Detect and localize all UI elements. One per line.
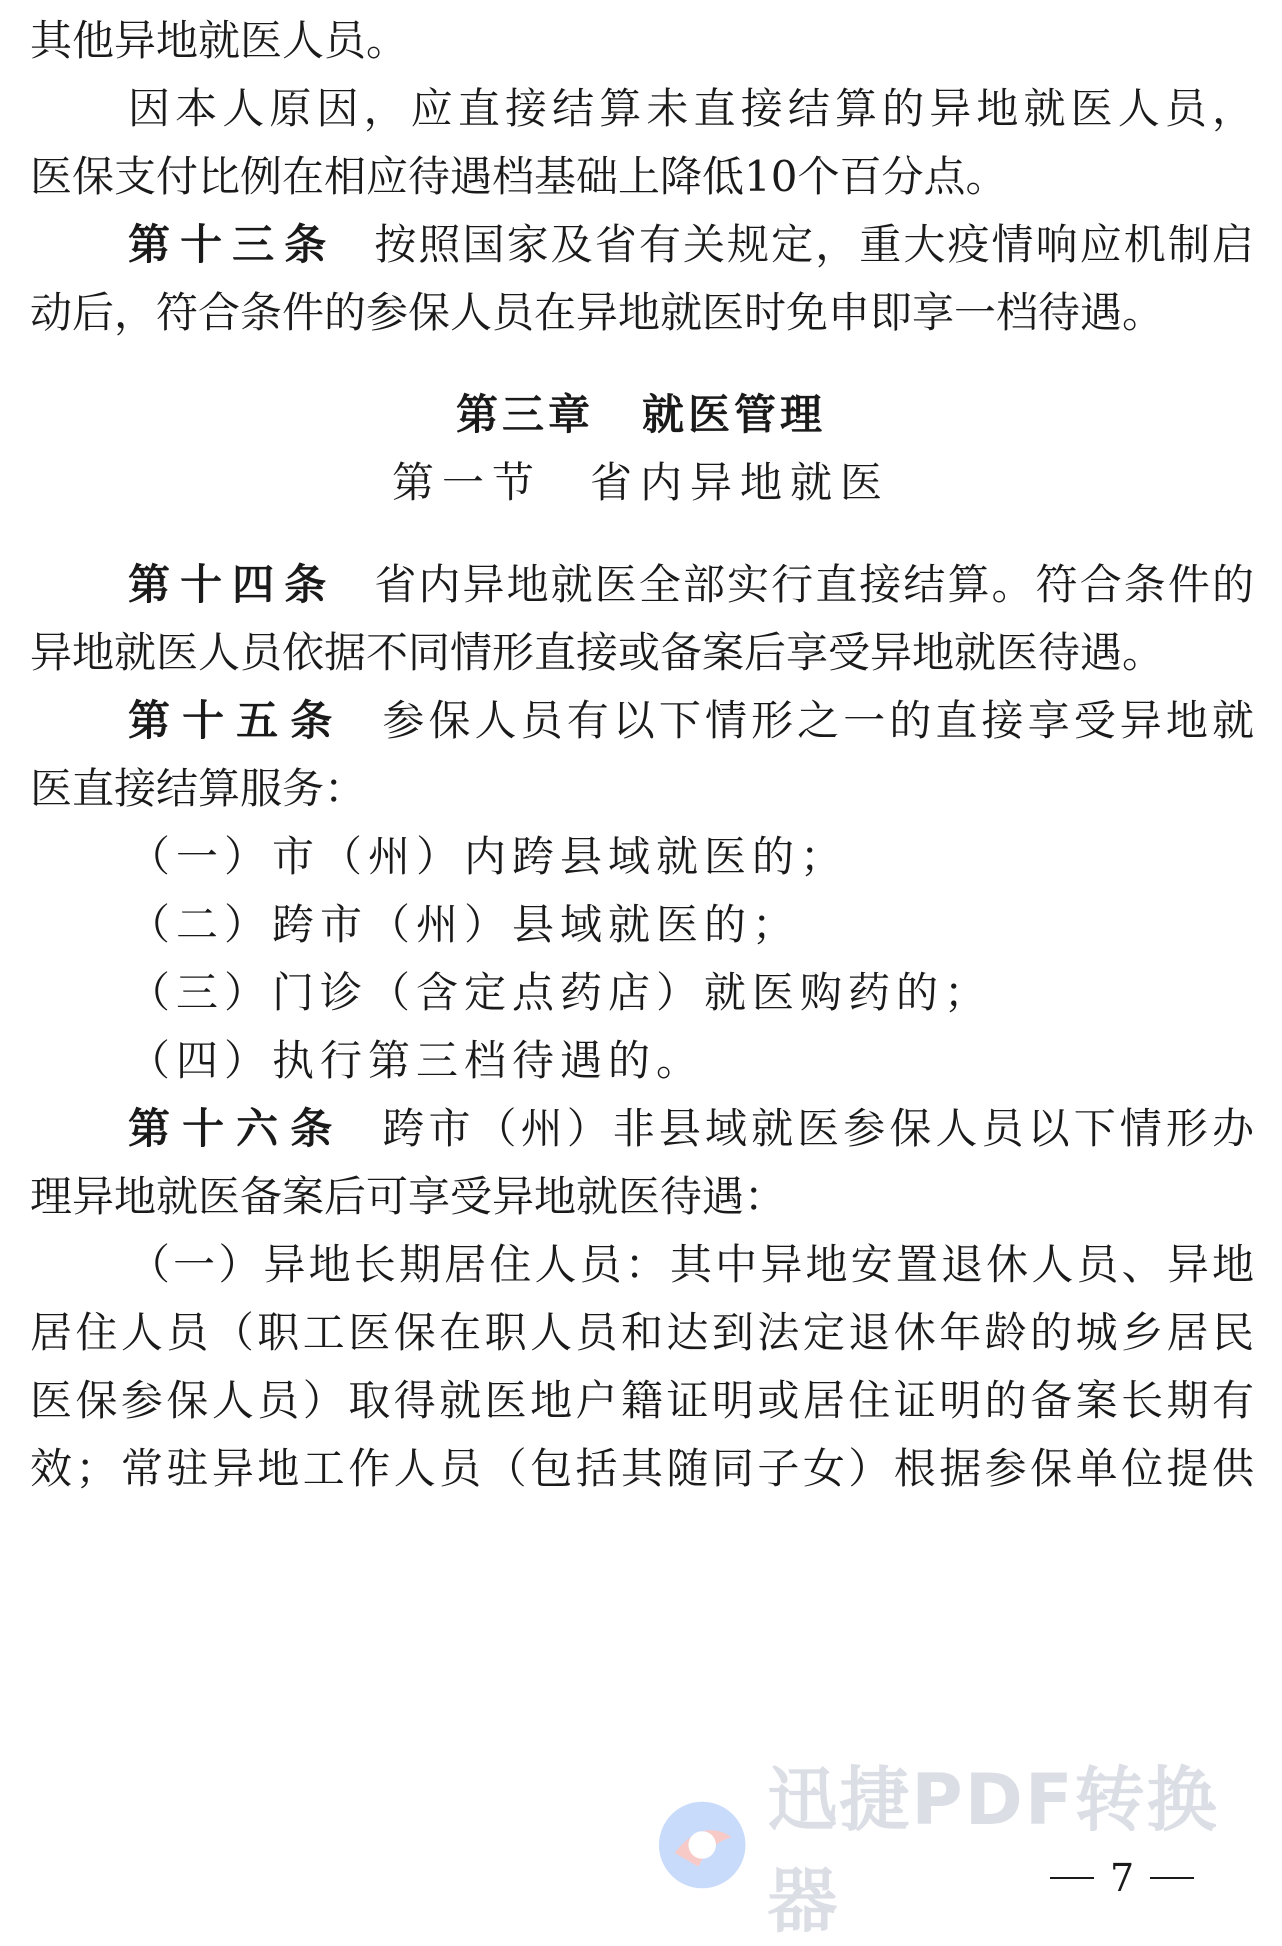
xunjie-logo-icon <box>655 1797 749 1893</box>
chapter-heading <box>0 389 1282 441</box>
dash <box>1150 1877 1194 1879</box>
text-line: 理异地就医备案后可享受异地就医待遇： <box>30 1172 787 1221</box>
article-14-line <box>128 559 1254 611</box>
page-number-value: 7 <box>1110 1856 1135 1900</box>
watermark-text: 迅捷PDF转换器 <box>767 1759 1219 1942</box>
article-label: 第十六条 <box>128 1104 345 1153</box>
list-item: （四）执行第三档待遇的。 <box>128 1036 705 1085</box>
text-line: 因本人原因，应直接结算未直接结算的异地就医人员， <box>128 84 1254 133</box>
article-label: 第十四条 <box>128 560 337 609</box>
section-number: 第一节 <box>391 458 542 507</box>
chapter-number: 第三章 <box>455 390 594 439</box>
article-text: 参保人员有以下情形之一的直接享受异地就 <box>382 696 1254 745</box>
text-line: （一）异地长期居住人员：其中异地安置退休人员、异地 <box>128 1240 1254 1289</box>
article-15-line <box>128 695 1254 747</box>
list-item: （一）市（州）内跨县域就医的； <box>128 832 849 881</box>
article-text: 省内异地就医全部实行直接结算。符合条件的 <box>374 560 1254 609</box>
article-13-line <box>128 219 1254 271</box>
article-label: 第十三条 <box>128 220 337 269</box>
text-line: 效；常驻异地工作人员（包括其随同子女）根据参保单位提供 <box>30 1444 1254 1493</box>
list-item: （三）门诊（含定点药店）就医购药的； <box>128 968 993 1017</box>
text-line: 动后，符合条件的参保人员在异地就医时免申即享一档待遇。 <box>30 288 1165 337</box>
article-text: 按照国家及省有关规定，重大疫情响应机制启 <box>374 220 1254 269</box>
text-line: 异地就医人员依据不同情形直接或备案后享受异地就医待遇。 <box>30 628 1165 677</box>
page-number <box>1050 1856 1250 1900</box>
text-line: 医保支付比例在相应待遇档基础上降低10个百分点。 <box>30 152 1008 201</box>
chapter-title: 就医管理 <box>642 390 827 439</box>
article-label: 第十五条 <box>128 696 345 745</box>
text-line: 医保参保人员）取得就医地户籍证明或居住证明的备案长期有 <box>30 1376 1254 1425</box>
article-16-line <box>128 1103 1254 1155</box>
section-title: 省内异地就医 <box>590 458 891 507</box>
article-text: 跨市（州）非县域就医参保人员以下情形办 <box>382 1104 1254 1153</box>
dash <box>1050 1877 1094 1879</box>
text-line: 居住人员（职工医保在职人员和达到法定退休年龄的城乡居民 <box>30 1308 1254 1357</box>
text-line: 医直接结算服务： <box>30 764 367 813</box>
list-item: （二）跨市（州）县域就医的； <box>128 900 801 949</box>
section-heading <box>0 457 1282 509</box>
text-line: 其他异地就医人员。 <box>30 16 409 65</box>
